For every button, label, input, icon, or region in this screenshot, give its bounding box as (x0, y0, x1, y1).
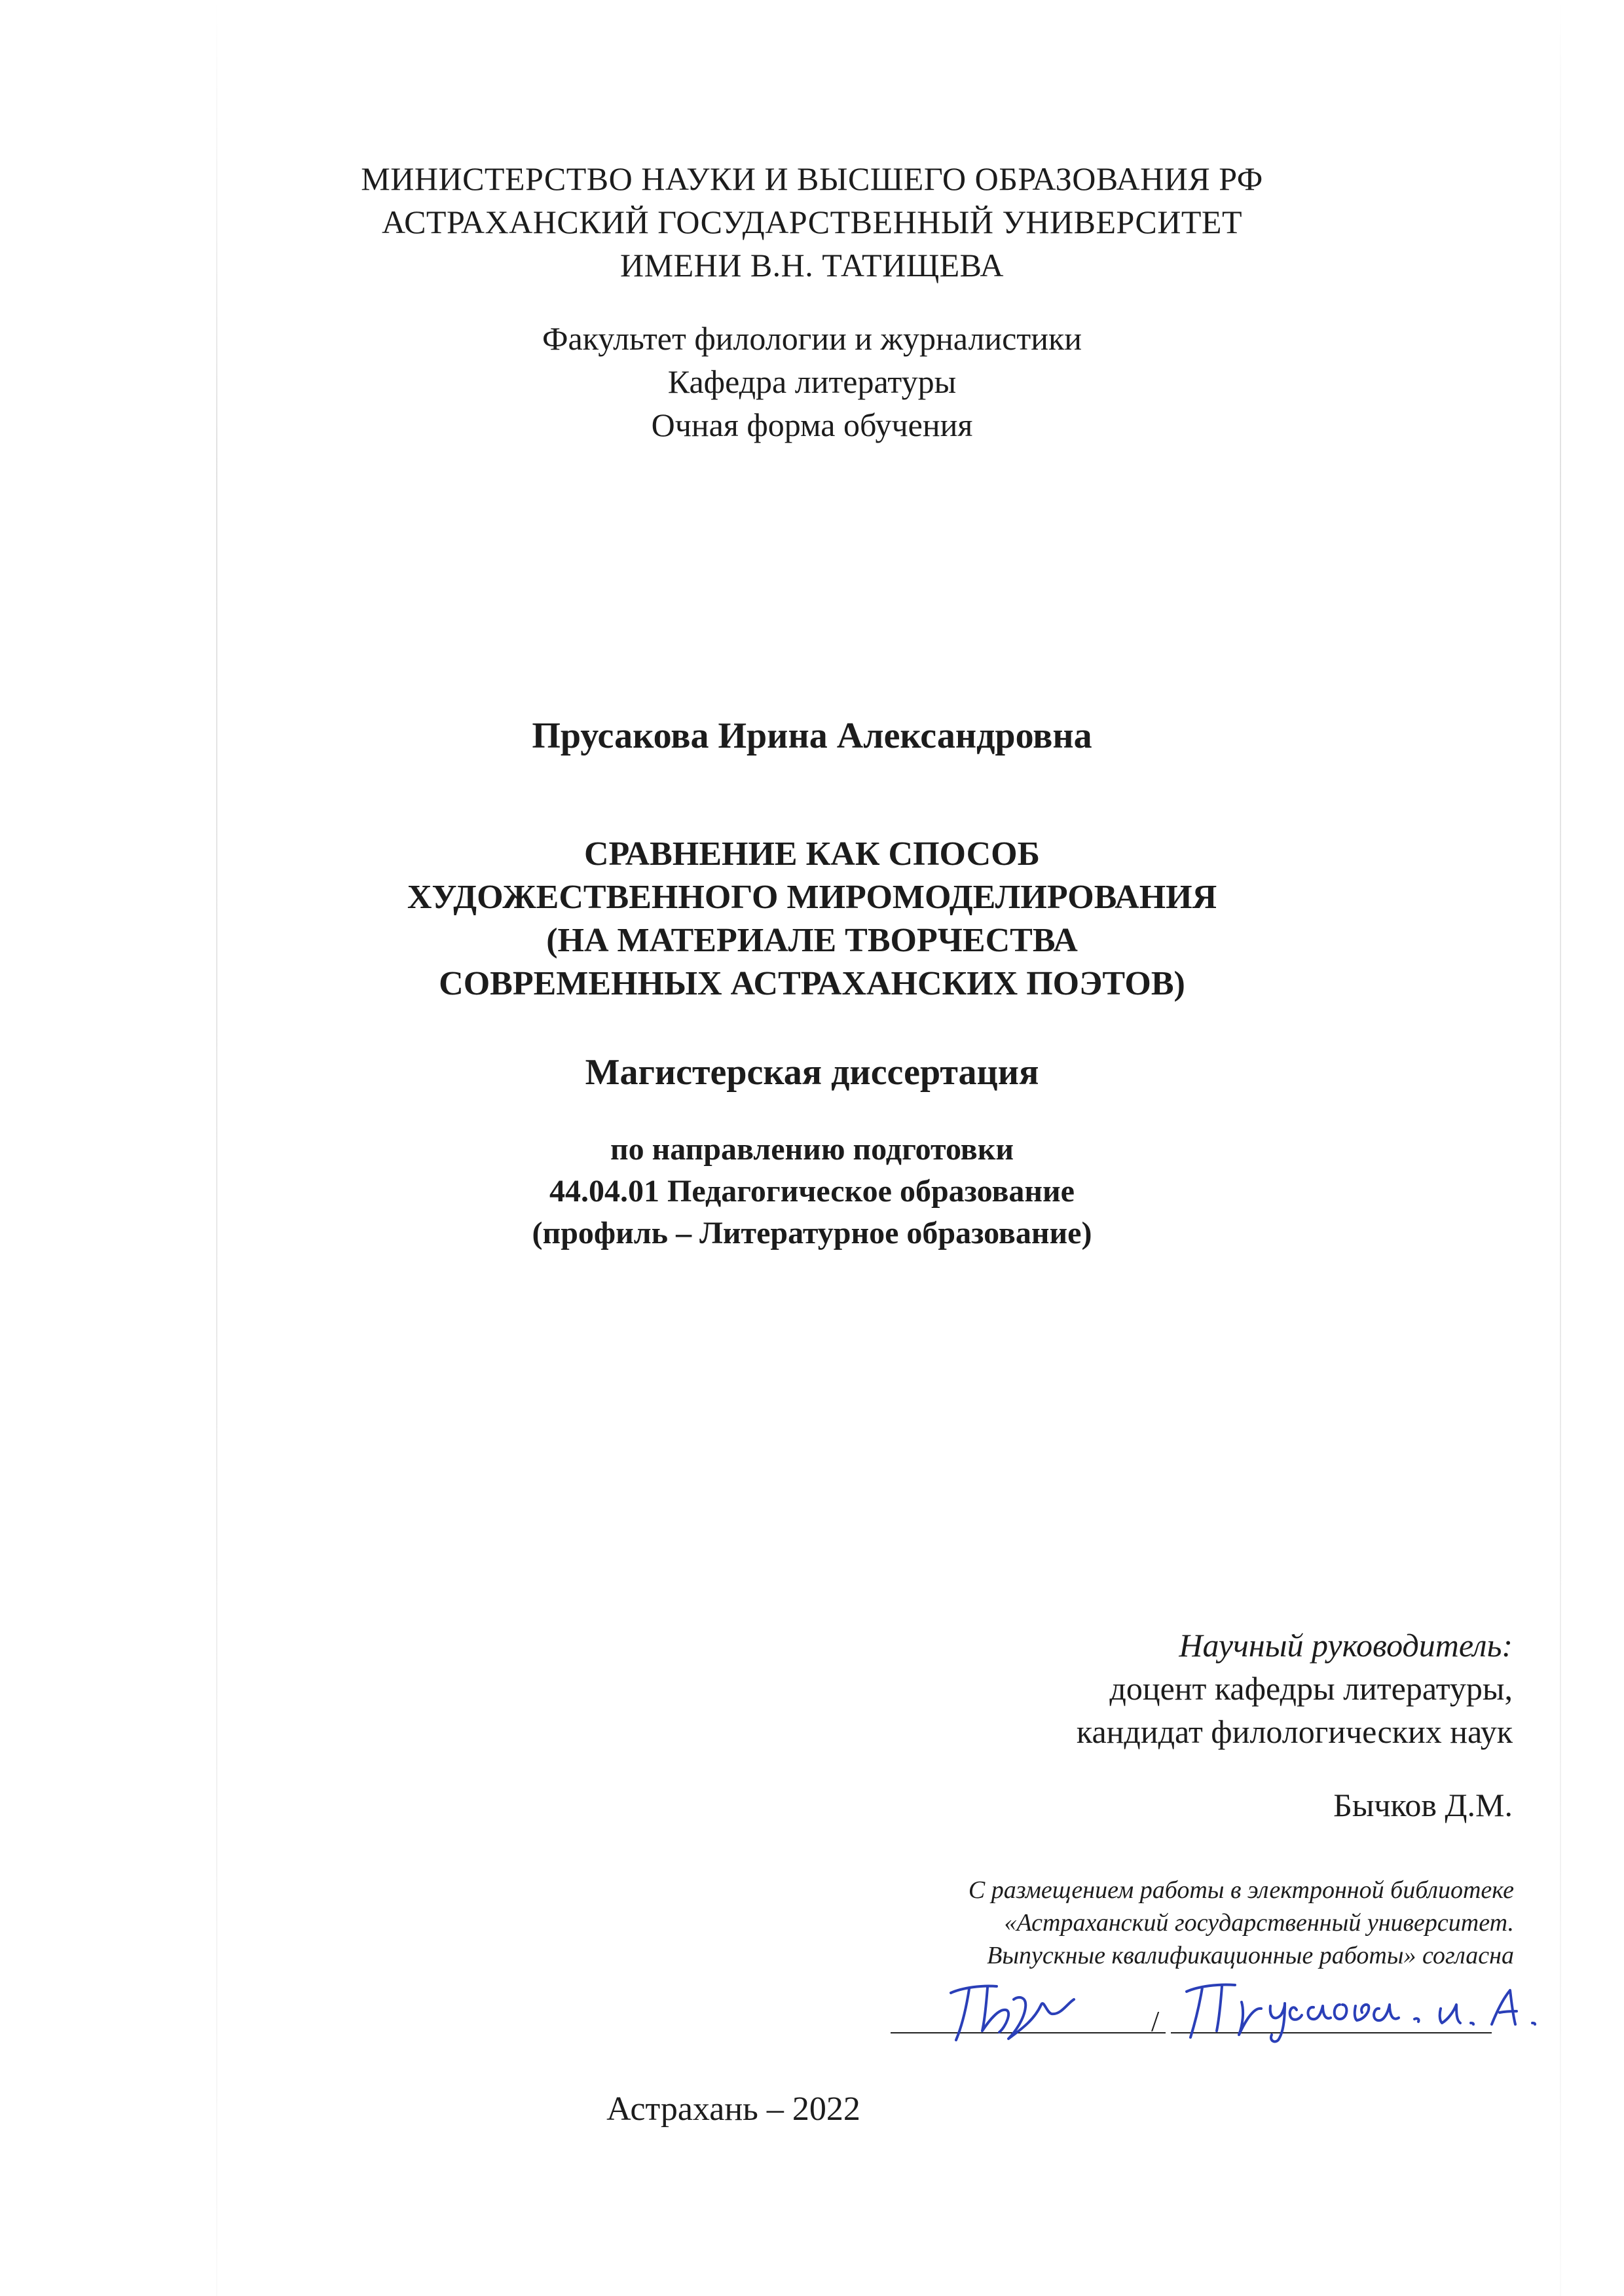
handwritten-name-icon (1179, 1972, 1545, 2044)
title-line: СРАВНЕНИЕ КАК СПОСОБ (583, 835, 1041, 873)
study-direction (0, 1129, 1624, 1254)
ministry-line: МИНИСТЕРСТВО НАУКИ И ВЫСШЕГО ОБРАЗОВАНИЯ РФ (361, 160, 1263, 197)
title-line: (НА МАТЕРИАЛЕ ТВОРЧЕСТВА (546, 922, 1078, 959)
work-type: Магистерская диссертация (585, 1052, 1039, 1093)
profile-line: (профиль – Литературное образование) (532, 1216, 1092, 1250)
direction-code-line: 44.04.01 Педагогическое образование (549, 1174, 1075, 1209)
faculty-block (0, 317, 1624, 446)
university-name-line: ИМЕНИ В.Н. ТАТИЩЕВА (620, 247, 1004, 283)
university-line: АСТРАХАНСКИЙ ГОСУДАРСТВЕННЫЙ УНИВЕРСИТЕТ (381, 204, 1243, 240)
author-name: Прусакова Ирина Александровна (532, 716, 1092, 756)
supervisor-caption: Научный руководитель: (1179, 1627, 1513, 1664)
consent-line: «Астраханский государственный университет. (1004, 1909, 1514, 1937)
consent-line: С размещением работы в электронной библиотеке (968, 1876, 1514, 1904)
city-year: Астрахань – 2022 (606, 2090, 860, 2128)
direction-line: по направлению подготовки (610, 1132, 1014, 1167)
title-line: СОВРЕМЕННЫХ АСТРАХАНСКИХ ПОЭТОВ) (439, 965, 1185, 1002)
signature-row (891, 1984, 1545, 2043)
supervisor-degree: кандидат филологических наук (1076, 1713, 1513, 1750)
supervisor-position: доцент кафедры литературы, (1109, 1670, 1513, 1707)
consent-line: Выпускные квалификационные работы» согласна (987, 1942, 1514, 1969)
department-line: Кафедра литературы (667, 363, 957, 400)
study-form-line: Очная форма обучения (651, 407, 973, 443)
signature-separator: / (1151, 2005, 1160, 2037)
signature-mark-icon (936, 1973, 1107, 2045)
institution-header (0, 157, 1624, 287)
library-consent (969, 1874, 1514, 1972)
supervisor-block (1077, 1624, 1513, 1827)
thesis-title (0, 833, 1624, 1006)
title-line: ХУДОЖЕСТВЕННОГО МИРОМОДЕЛИРОВАНИЯ (407, 879, 1217, 916)
faculty-line: Факультет филологии и журналистики (542, 320, 1082, 357)
supervisor-name: Бычков Д.М. (1333, 1787, 1513, 1823)
